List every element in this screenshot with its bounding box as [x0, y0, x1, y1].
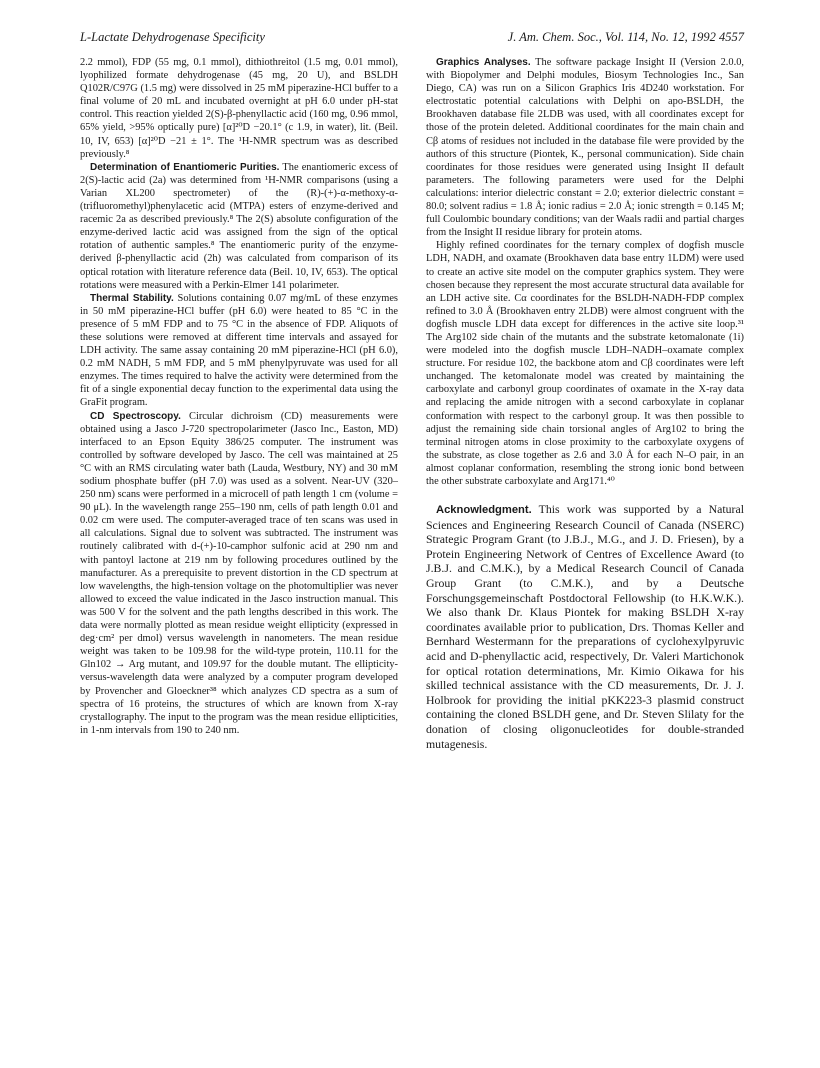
left-column — [80, 56, 398, 737]
journal-citation: J. Am. Chem. Soc., Vol. 114, No. 12, 1992 4557 — [507, 30, 744, 44]
paragraph-active-site-model: Highly refined coordinates for the ternary complex of dogfish muscle LDH, NADH, and oxamate (Brookhaven data base entry 1LDM) were used to create an active site model on the computer graphics system. They were chosen because they represent the most accurate structural data available for an LDH active site. Cα coordinates for the BSLDH-NADH-FDP complex refined to 3.0 Å (Brookhaven entry 2LDB) were almost congruent with the dogfish muscle LDH data except for differences in the active site loop.³¹ The Arg102 side chain of the mutants and the substrate ketomalonate (1i) were modeled into the dogfish muscle LDH–NADH–oxamate complex structure. For residue 102, the backbone atom and Cβ coordinates were left unchanged. The ketomalonate model was created by maintaining the carboxylate and carbonyl group coordinates of oxamate in the X-ray data and replacing the amide nitrogen with a second carboxylate in coplanar conformation with respect to the carbonyl group. It was then possible to adjust the remaining side chain torsional angles of Arg102 to bring the terminal nitrogen atoms in close proximity to the carboxylate oxygens of the substrate, as close together as 2.6 and 3.0 Å for each N–O pair, in an almost coplanar conformation, resembling the strong ionic bond between the other substrate carboxylate and Arg171.⁴⁰ — [426, 240, 744, 487]
running-title: L-Lactate Dehydrogenase Specificity — [80, 30, 265, 44]
paragraph-cd-spectroscopy: CD Spectroscopy. Circular dichroism (CD) measurements were obtained using a Jasco J-720 spectropolarimeter (Jasco Inc., Easton, MD) interfaced to an Epson Equity 386/25 computer. The instrument was controlled by software developed by Jasco. The cell was maintained at 25 °C with an RMS circulating water bath (Lauda, Westbury, NY) and 30 mM sodium phosphate buffer (pH 7.0) was used as a solvent. Near-UV (320–250 nm) scans were performed in a microcell of path length 1 cm (volume = 90 μL). In the wavelength range 255–190 nm, cells of path length 0.01 and 0.02 cm were used. The computer-averaged trace of ten scans was used in all calculations. Signal due to solvent was subtracted. The instrument was routinely calibrated with d-(+)-10-camphor sulfonic acid at 290 nm and with pantoyl lactone at 219 nm by following procedures outlined by the manufacturer. As a prerequisite to prevent distortion in the CD spectrum at low wavelengths, the high-tension voltage on the photomultiplier was never allowed to exceed the value indicated in the Jasco instruction manual. This was 500 V for the solvent and the path lengths described in this work. The data were normally plotted as mean residue weight ellipticity (expressed in deg·cm² per dmol) versus wavelength in nanometers. The mean residue weight was taken to be 109.98 for the wild-type protein, 110.11 for the Gln102 → Arg mutant, and 109.97 for the double mutant. The ellipticity-versus-wavelength data were analyzed by a computer program developed by Provencher and Gloeckner³⁸ which analyzes CD spectra as a sum of spectra of 16 proteins, the structures of which are known from X-ray crystallography. The input to the program was the mean residue ellipticities, in 1-nm intervals from 190 to 240 nm. — [80, 410, 398, 736]
paragraph-acknowledgment: Acknowledgment. This work was supported by a Natural Sciences and Engineering Research Council of Canada (NSERC) Strategic Program Grant (to J.B.J., M.G., and J. D. Friesen), by a Protein Engineering Network of Centres of Excellence Award (to J.B.J. and C.M.K.), by a Medical Research Council of Canada Group Grant (to C.M.K.), and by a Deutsche Forschungsgemeinschaft Postdoctoral Fellowship (to H.K.W.K.). We also thank Dr. Klaus Piontek for making BSLDH X-ray coordinates available prior to publication, Drs. Thomas Keller and Bernhard Westermann for the preparations of cyclohexylpyruvic acid and D-phenyllactic acid, respectively, Dr. Valeri Martichonok for optical rotation determinations, Mr. Kimio Oikawa for his skilled technical assistance with the CD measurements, Dr. J. J. Holbrook for providing the initial pKK223-3 plasmid construct containing the cloned BSLDH gene, and Dr. Steven Slilaty for the donation of closing oligonucleotides for double-stranded mutagenesis. — [426, 502, 744, 751]
section-heading: Determination of Enantiomeric Purities. — [90, 161, 280, 173]
paragraph-enantiomeric-purities: Determination of Enantiomeric Purities. The enantiomeric excess of 2(S)-lactic acid (2a) was determined from ¹H-NMR comparisons (using a Varian XL200 spectrometer) of the (R)-(+)-α-methoxy-α-(trifluoromethyl)phenylacetic acid (MTPA) esters of enzyme-derived and racemic 2a as described previously.⁸ The 2(S) absolute configuration of the enzyme-derived lactic acid was assigned from the sign of the optical rotation of authentic samples.⁸ The enantiomeric purity of the enzyme-derived β-phenyllactic acid (2h) was calculated from comparison of its optical rotation with literature reference data (Beil. 10, IV, 653). The optical rotations were measured with a Perkin-Elmer 141 polarimeter. — [80, 161, 398, 291]
paragraph-synthesis-continued: 2.2 mmol), FDP (55 mg, 0.1 mmol), dithiothreitol (1.5 mg, 0.01 mmol), lyophilized formate dehydrogenase (45 mg, 20 U), and BSLDH Q102R/C97G (1.5 mg) were dissolved in 25 mM piperazine-HCl buffer to a final volume of 20 mL and incubated overnight at pH 6.0 under pH-stat control. This reaction yielded 2(S)-β-phenyllactic acid (160 mg, 0.96 mmol, 65% yield, >95% optically pure) [α]²⁰D −20.1° (c 1.9, in water), lit. (Beil. 10, IV, 653) [α]²⁰D −21 ± 1°. The ¹H-NMR spectrum was as described previously.⁸ — [80, 57, 398, 160]
acknowledgment-heading: Acknowledgment. — [436, 504, 532, 517]
paragraph-thermal-stability: Thermal Stability. Solutions containing 0.07 mg/mL of these enzymes in 50 mM piperazine-HCl buffer (pH 6.0) were heated to 85 °C in the presence of 5 mM FDP and to 75 °C in the absence of FDP. Aliquots of these solutions were removed at different time intervals and assayed for LDH activity. The same assay containing 20 mM piperazine-HCl (pH 6.0), 0.2 mM NADH, 5 mM FDP, and 5 mM phenylpyruvate was used for all enzymes. The times required to halve the activity were determined from the fit of a single exponential decay function to the experimental data using the GraFit program. — [80, 292, 398, 409]
section-heading: Thermal Stability. — [90, 292, 174, 304]
section-heading: CD Spectroscopy. — [90, 410, 181, 422]
running-header — [80, 30, 744, 46]
paragraph-graphics-analyses: Graphics Analyses. The software package Insight II (Version 2.0.0, with Biopolymer and Delphi modules, Biosym Technologies Inc., San Diego, CA) was run on a Silicon Graphics Iris 4D240 workstation. For electrostatic potential calculations with Delphi on apo-BSLDH, the Brookhaven database file 2LDB was used, with all coordinates except for those of the protein deleted. Additional coordinates for the main chain and Cβ atoms of residues not included in the database file were provided by the authors of this structure (Piontek, K., personal communication). Side chain coordinates for those residues were generated using Insight II default parameters. The following parameters were used for the Delphi calculations: interior dielectric constant = 2.0; exterior dielectric constant = 80.0; solvent radius = 1.8 Å; ionic radius = 2.0 Å; ionic strength = 0.145 M; full Coulombic boundary conditions; van der Waals radii and partial charges from the Insight II residue library for protein atoms. — [426, 57, 744, 239]
section-heading: Graphics Analyses. — [436, 57, 531, 68]
right-column — [426, 56, 744, 751]
